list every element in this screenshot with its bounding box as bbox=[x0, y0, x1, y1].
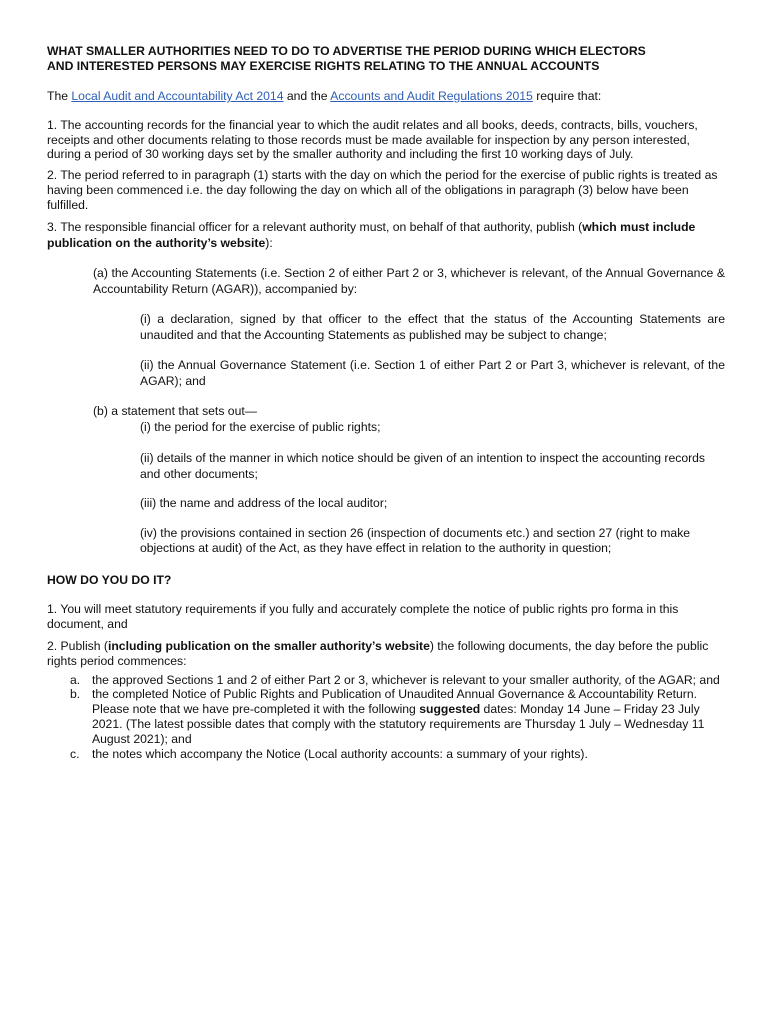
intro-paragraph bbox=[47, 89, 725, 104]
list-marker: c. bbox=[70, 746, 80, 761]
local-audit-act-link[interactable]: Local Audit and Accountability Act 2014 bbox=[71, 89, 284, 103]
accounts-regulations-link[interactable]: Accounts and Audit Regulations 2015 bbox=[330, 89, 533, 103]
document-title bbox=[47, 44, 725, 74]
list-marker: a. bbox=[70, 672, 81, 687]
item-b-i: (i) the period for the exercise of public rights; bbox=[140, 420, 381, 435]
list-item-text: the approved Sections 1 and 2 of either Part 2 or 3, whichever is relevant to your smaller authority, of the AGAR; and bbox=[92, 672, 720, 687]
paragraph-3-post: ): bbox=[265, 235, 273, 250]
list-item-text: the notes which accompany the Notice (Local authority accounts: a summary of your rights). bbox=[92, 746, 588, 761]
documents-list bbox=[47, 673, 725, 762]
paragraph-2: 2. The period referred to in paragraph (1) starts with the day on which the period for the exercise of public rights is treated as having been commenced i.e. the day following the day on which all of the obligations in paragraph (3) below have been fulfilled. bbox=[47, 168, 718, 212]
list-item-bold: suggested bbox=[419, 702, 481, 717]
intro-text-post: require that: bbox=[532, 89, 602, 103]
howto-paragraph-2 bbox=[47, 639, 725, 669]
title-line-2: AND INTERESTED PERSONS MAY EXERCISE RIGHTS RELATING TO THE ANNUAL ACCOUNTS bbox=[47, 59, 600, 73]
intro-text-pre: The bbox=[47, 89, 72, 103]
item-b-iii: (iii) the name and address of the local auditor; bbox=[140, 496, 388, 511]
howto-2-bold: including publication on the smaller authority’s website bbox=[107, 638, 430, 653]
paragraph-3-bold: which must include publication on the authority’s website bbox=[47, 219, 696, 250]
item-a-ii: (ii) the Annual Governance Statement (i.e. Section 1 of either Part 2 or Part 3, whichever is relevant, of the AGAR); and bbox=[140, 357, 725, 388]
list-item bbox=[47, 687, 725, 746]
item-b-iv: (iv) the provisions contained in section 26 (inspection of documents etc.) and section 27 (right to make objections at audit) of the Act, as they have effect in relation to the authority in question; bbox=[140, 525, 691, 555]
item-a: (a) the Accounting Statements (i.e. Section 2 of either Part 2 or 3, whichever is relevant, of the Annual Governance & Accountability Return (AGAR)), accompanied by: bbox=[93, 265, 725, 296]
list-item bbox=[47, 673, 725, 688]
paragraph-3-pre: 3. The responsible financial officer for a relevant authority must, on behalf of that authority, publish ( bbox=[47, 219, 583, 234]
howto-2-pre: 2. Publish ( bbox=[47, 638, 108, 653]
list-item-text-pre: the completed Notice of Public Rights and Publication of Unaudited Annual Governance & Accountability Return. Please note that we have pre-completed it with the following bbox=[92, 687, 697, 717]
list-item bbox=[47, 747, 725, 762]
list-marker: b. bbox=[70, 687, 81, 702]
paragraph-1: 1. The accounting records for the financial year to which the audit relates and all books, deeds, contracts, bills, vouchers, receipts and other documents relating to those records must be made available for inspection by any person interested, during a period of 30 working days set by the smaller authority and including the first 10 working days of July. bbox=[47, 117, 698, 162]
paragraph-3 bbox=[47, 219, 725, 251]
item-b-ii: (ii) details of the manner in which notice should be given of an intention to inspect the accounting records and other documents; bbox=[140, 451, 706, 482]
list-item-text-post: dates: Monday 14 June – Friday 23 July 2021. (The latest possible dates that comply with the statutory requirements are Thursday 1 July – Wednesday 11 August 2021); and bbox=[92, 702, 705, 746]
title-line-1: WHAT SMALLER AUTHORITIES NEED TO DO TO ADVERTISE THE PERIOD DURING WHICH ELECTORS bbox=[47, 44, 646, 58]
howto-2-post: ) the following documents, the day before the public rights period commences: bbox=[47, 638, 709, 668]
item-b: (b) a statement that sets out— bbox=[93, 403, 257, 418]
document-body bbox=[47, 44, 725, 761]
item-a-i: (i) a declaration, signed by that officer to the effect that the status of the Accounting Statements are unaudited and that the Accounting Statements as published may be subject to change; bbox=[140, 311, 725, 342]
howto-heading: HOW DO YOU DO IT? bbox=[47, 572, 172, 587]
howto-paragraph-1: 1. You will meet statutory requirements if you fully and accurately complete the notice of public rights pro forma in this document, and bbox=[47, 602, 679, 632]
intro-text-mid: and the bbox=[283, 89, 331, 103]
